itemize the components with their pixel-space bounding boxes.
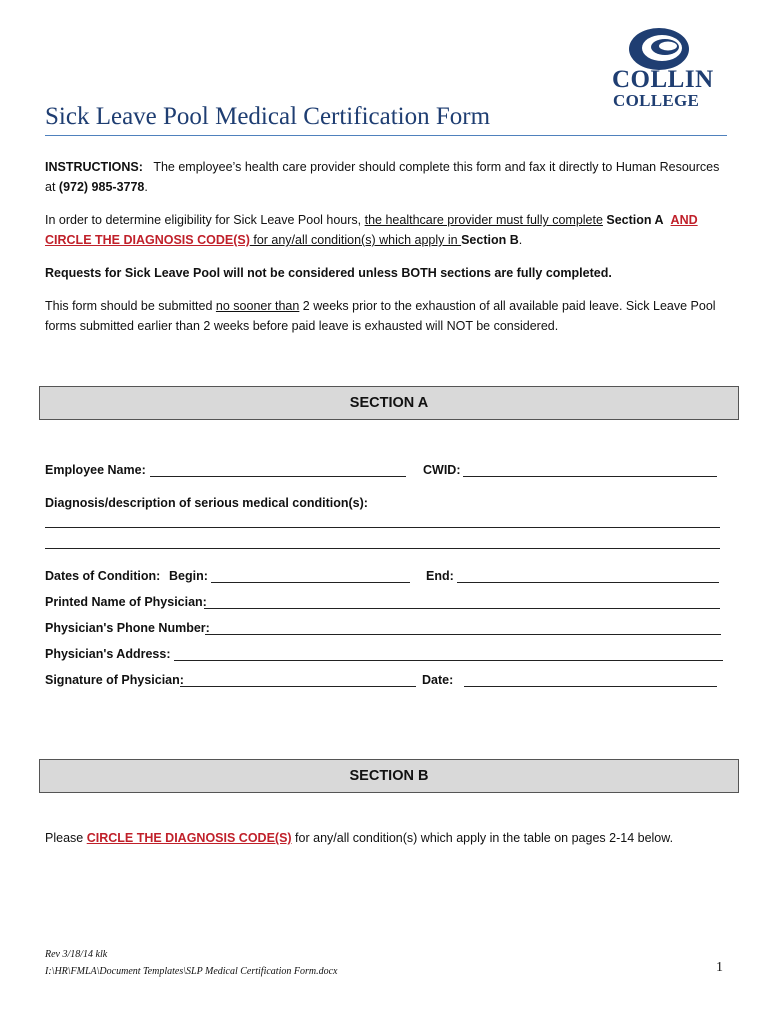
end-label: End:	[426, 569, 454, 583]
dates-of-condition-label: Dates of Condition:	[45, 569, 161, 583]
section-a-header: SECTION A	[39, 386, 739, 420]
eligibility-and: AND	[670, 213, 698, 227]
footer-revision: Rev 3/18/14 klk	[45, 949, 108, 960]
section-b-circle-codes: CIRCLE THE DIAGNOSIS CODE(S)	[86, 831, 292, 845]
instructions-text: The employee’s health care provider should complete this form and fax it directly to Human Resources	[153, 160, 720, 174]
page-number: 1	[716, 960, 723, 975]
employee-name-label: Employee Name:	[45, 463, 146, 477]
physician-signature-field[interactable]	[180, 686, 416, 687]
eligibility-section-b: Section B	[461, 233, 519, 247]
eligibility-text-1: In order to determine eligibility for Sick Leave Pool hours,	[45, 213, 365, 227]
eligibility-section-a: Section A	[602, 213, 664, 227]
timing-text-line2: forms submitted earlier than 2 weeks before paid leave is exhausted will NOT be considered.	[45, 319, 559, 333]
logo-text-college: COLLEGE	[613, 91, 700, 110]
physician-name-label: Printed Name of Physician:	[45, 595, 207, 609]
physician-signature-label: Signature of Physician:	[45, 673, 184, 687]
diagnosis-field-line-1[interactable]	[45, 527, 720, 528]
diagnosis-field-line-2[interactable]	[45, 548, 720, 549]
eligibility-circle-codes: CIRCLE THE DIAGNOSIS CODE(S)	[45, 233, 250, 247]
employee-name-field[interactable]	[150, 476, 406, 477]
logo-text-collin: COLLIN	[612, 66, 714, 93]
fax-prefix: at	[45, 180, 59, 194]
diagnosis-label: Diagnosis/description of serious medical condition(s):	[45, 496, 368, 510]
physician-name-field[interactable]	[204, 608, 720, 609]
timing-text-1: This form should be submitted	[45, 299, 216, 313]
timing-text-2: no sooner than	[215, 299, 300, 313]
instructions-label: INSTRUCTIONS:	[45, 160, 143, 174]
fax-suffix: .	[144, 180, 148, 194]
physician-address-field[interactable]	[174, 660, 723, 661]
title-divider	[45, 135, 727, 136]
begin-label: Begin:	[169, 569, 208, 583]
end-date-field[interactable]	[457, 582, 719, 583]
cwid-field[interactable]	[463, 476, 717, 477]
section-b-instruction	[45, 828, 730, 848]
section-b-header: SECTION B	[39, 759, 739, 793]
physician-phone-label: Physician's Phone Number:	[45, 621, 210, 635]
cwid-label: CWID:	[423, 463, 461, 477]
begin-date-field[interactable]	[211, 582, 410, 583]
eligibility-text-2: the healthcare provider must fully complete	[364, 213, 603, 227]
date-label: Date:	[422, 673, 454, 687]
section-b-text-3: for any/all condition(s) which apply in the table on pages 2-14 below.	[291, 831, 674, 845]
timing-paragraph	[45, 296, 730, 336]
physician-phone-field[interactable]	[205, 634, 721, 635]
timing-text-3: 2 weeks prior to the exhaustion of all available paid leave. Sick Leave Pool	[299, 299, 716, 313]
requirement-statement: Requests for Sick Leave Pool will not be considered unless BOTH sections are fully completed.	[45, 266, 612, 280]
eligibility-paragraph	[45, 210, 730, 250]
section-b-text-1: Please	[45, 831, 87, 845]
eligibility-text-6: for any/all condition(s) which apply in	[249, 233, 462, 247]
signature-date-field[interactable]	[464, 686, 717, 687]
page-title: Sick Leave Pool Medical Certification Form	[45, 103, 491, 130]
instructions-paragraph	[45, 157, 730, 197]
fax-number: (972) 985-3778	[58, 180, 145, 194]
eligibility-text-8: .	[518, 233, 523, 247]
physician-address-label: Physician's Address:	[45, 647, 171, 661]
footer-file-path: I:\HR\FMLA\Document Templates\SLP Medical Certification Form.docx	[45, 966, 338, 977]
